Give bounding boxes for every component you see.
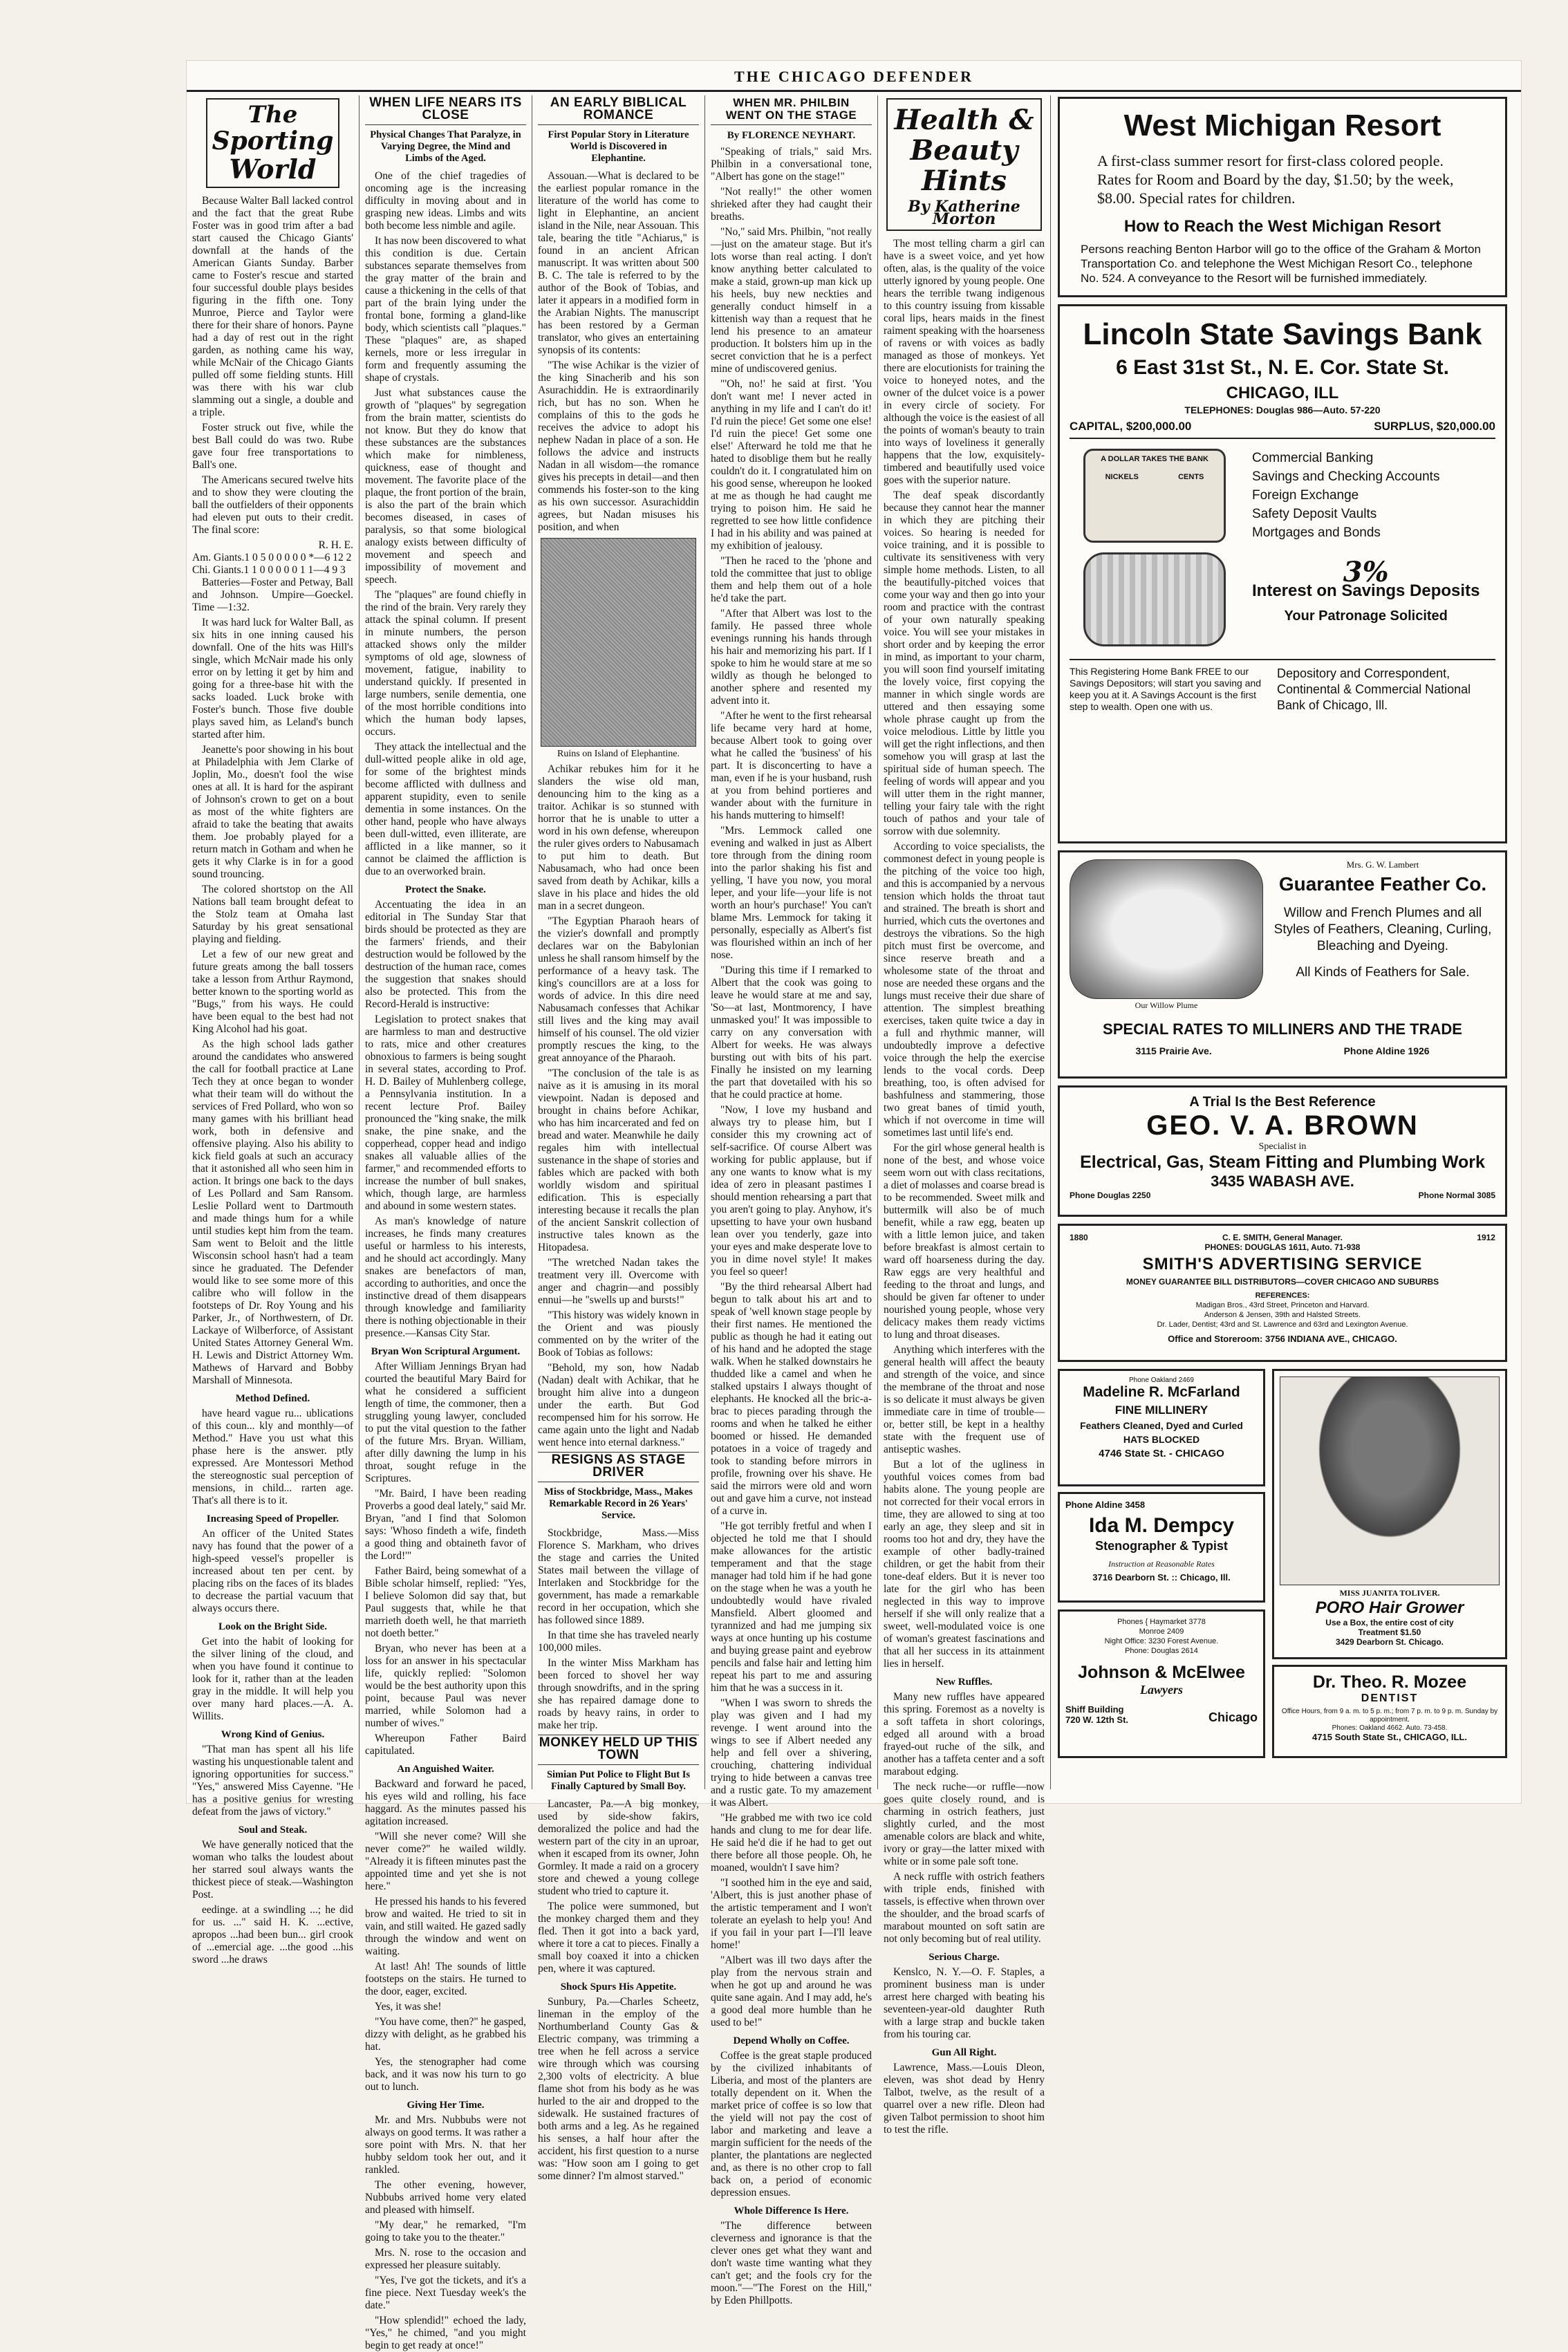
subheading: Increasing Speed of Propeller. [206, 1513, 339, 1524]
bank-service: Foreign Exchange [1252, 488, 1359, 503]
paragraph: Stockbridge, Mass.—Miss Florence S. Markham, who drives the stage and carries the United States mail between the village of Interlaken and Stockbridge for the government, has made a remarkable record in her occupation, which she has followed since 1889. [538, 1527, 699, 1626]
paragraph: In that time she has traveled nearly 100,000 miles. [538, 1630, 699, 1654]
bank-phones: TELEPHONES: Douglas 986—Auto. 57-220 [1184, 404, 1381, 416]
paragraph: Mrs. N. rose to the occasion and expressed her pleasure suitably. [365, 2247, 526, 2271]
feather-image-wrap [1070, 859, 1263, 1011]
ad-west-michigan-resort [1058, 97, 1507, 297]
smith-ref: Anderson & Jensen, 39th and Halsted Streets. [1204, 1311, 1361, 1319]
brown-tagline: A Trial Is the Best Reference [1189, 1094, 1376, 1110]
bank-city: CHICAGO, ILL [1226, 384, 1339, 402]
ad-poro [1272, 1369, 1507, 1659]
dempcy-title: Stenographer & Typist [1095, 1539, 1228, 1553]
bank-service: Safety Deposit Vaults [1252, 507, 1377, 521]
mcf-body: Feathers Cleaned, Dyed and Curled [1080, 1420, 1243, 1431]
health-title [886, 98, 1042, 231]
poro-caption: MISS JUANITA TOLIVER. [1339, 1588, 1440, 1598]
paragraph: "I soothed him in the eye and said, 'Albert, this is just another phase of the artistic temperament and I won't tolerate an eyelash to help you! And if you fail in your part I—I'll leave home!' [711, 1877, 872, 1951]
subheading: Look on the Bright Side. [218, 1621, 328, 1632]
mozee-hours: Office Hours, from 9 a. m. to 5 p. m.; from 7 p. m. to 9 p. m. Sunday by appointment. [1281, 1708, 1498, 1724]
paragraph: have heard vague ru... ublications of this coun... kly and monthly—of Method." Have you ust what this phase here is the answer. ptly expressed. Are Montessori Method the stereognostic sual perception of mensions, in child... rarten age. That's all there is to it. [192, 1408, 353, 1506]
paragraph: "Mr. Baird, I have been reading Proverbs a good deal lately," said Mr. Bryan, "and I find that Solomon says: 'Whoso findeth a wife, findeth a good thing and obtaineth favor of the Lord!'" [365, 1488, 526, 1562]
paragraph: The deaf speak discordantly because they cannot hear the manner in which they are pitching their voices. So hearing is needed for voice training, and it is possible to cultivate its sensitiveness with very simple home methods. Listen, to all the beautifully-pitched voices that come your way and then go into your room and practice with the contrast of your own naturally speaking voice. You will see your mistakes in short order and by keeping the error in mind, as important to your charm, you will soon find yourself imitating the lovely voice, first copying the manner in which single words are uttered and then essaying some whole phrase caught up from the voice melodious. Little by little you will get the right inflections, and then somehow you will grasp at last the spiritual side of human speech. The feeling of words will appear and you will utter them in the right manner, telling your fairy tale with the right touch of pathos and your tale of sorrow with due solemnity. [884, 489, 1045, 837]
article-headline: RESIGNS AS STAGE DRIVER [538, 1452, 699, 1482]
smith-phones: PHONES: DOUGLAS 1611, Auto. 71-938 [1204, 1242, 1361, 1252]
paragraph: Accentuating the idea in an editorial in The Sunday Star that birds should be protected as they are the farmers' friends, and their destruction would be followed by the destruction of the human race, comes the suggestion that snakes should also be protected. This from the Record-Herald is instructive: [365, 899, 526, 1010]
masthead: THE CHICAGO DEFENDER [187, 68, 1521, 92]
paragraph: A neck ruffle with ostrich feathers with triple ends, finished with tassels, is effective when thrown over the shoulder, and the broad scarfs of marabout mounted on soft satin are not only becoming but of real utility. [884, 1871, 1045, 1945]
paragraph: "Will she never come? Will she never come?" he wailed wildly. "Already it is fifteen minutes past the appointed time and yet she is not here." [365, 1831, 526, 1892]
paragraph: "This history was widely known in the Orient and was piously commented on by the writer of the Book of Tobias as follows: [538, 1309, 699, 1359]
smith-year: 1912 [1477, 1233, 1495, 1242]
column-philbin [705, 95, 878, 2306]
paragraph: The "plaques" are found chiefly in the rind of the brain. Very rarely they attack the spinal column. If present in minute numbers, the person attacked shows only the milder symptoms of old age, slowness of movement, fatigue, inability to understand quickly. If presented in large numbers, senile dementia, one of the most horrible conditions into which the human body lapses, occurs. [365, 589, 526, 738]
bank-patronage: Your Patronage Solicited [1284, 608, 1448, 624]
home-bank-label: NICKELS [1105, 473, 1139, 481]
column-health-beauty [878, 95, 1051, 2136]
subheading: Shock Spurs His Appetite. [560, 1981, 677, 1992]
ad-body: A first-class summer resort for first-class colored people. Rates for Room and Board by the day, $1.50; by the week, $8.00. Special rates for children. [1097, 152, 1454, 207]
brown-name: GEO. V. A. BROWN [1146, 1110, 1419, 1141]
paragraph: "By the third rehearsal Albert had begun to talk about his art and to speak of 'well known stage people by their first names. He mentioned the public as though he had it eating out of his hand and he adopted the stage walk. When he stalked downstairs he thudded like a camel and when he stalked upstairs I always thought of elephants. He knocked all the bric-a-brac to pieces parading through the rooms and when he talked he either boomed or hissed. He demanded potatoes in a voice of tragedy and took to standing before mirrors in profile, frowning over his shave. He said the mirrors were old and worn out and gave him a curve, not instead of a curve in. [711, 1281, 872, 1517]
paragraph: Jeanette's poor showing in his bout at Philadelphia with Jem Clarke of Joplin, Mo., doesn't fool the wise ones at all. It is hard for the aspirant of Johnson's crown to get on a bout as most of the white fighters are afraid to take the beating that awaits them. Joe probably played for a return match in Gotham and when he gets it why Clarke is in for a good sound trouncing. [192, 744, 353, 880]
paragraph: Get into the habit of looking for the silver lining of the cloud, and when you have found it continue to look for it, rather than at the leaden gray in the middle. It will help you over many hard places.—A. A. Willits. [192, 1636, 353, 1722]
ad-title: West Michigan Resort [1123, 109, 1441, 142]
paragraph: The neck ruche—or ruffle—now goes quite closely round, and is charming in ostrich feathers, just slightly curled, and the most amenable colors are black and white, ivory or gray—the latter mixed with white or in some pale soft tone. [884, 1781, 1045, 1867]
subheading: An Anguished Waiter. [397, 1764, 494, 1775]
bank-homebank-note: This Registering Home Bank FREE to our Savings Depositors; will start you saving and keep you at it. A Savings Account is the first step to wealth. Open one with us. [1070, 666, 1262, 712]
subheading: Serious Charge. [928, 1952, 1000, 1963]
mozee-name: Dr. Theo. R. Mozee [1312, 1672, 1467, 1692]
article-subhead: First Popular Story in Literature World is Discovered in Elephantine. [548, 129, 689, 164]
mozee-address: 4715 South State St., CHICAGO, ILL. [1312, 1732, 1467, 1742]
feather-body: Willow and French Plumes and all Styles of Feathers, Cleaning, Curling, Bleaching and Dyeing. [1273, 906, 1492, 953]
paragraph: "Then he raced to the 'phone and told the committee that just to oblige them and help them out of a hole he'd take the part. [711, 555, 872, 604]
brown-phone: Phone Normal 3085 [1418, 1191, 1495, 1200]
paragraph: "That man has spent all his life wasting his unquestionable talent and ignoring opportunities for success." "Yes," answered Miss Cayenne. "He has a positive genius for wresting defeat from the jaws of victory." [192, 1744, 353, 1818]
subheading: Depend Wholly on Coffee. [733, 2035, 850, 2046]
mcf-hats: HATS BLOCKED [1123, 1434, 1200, 1445]
paragraph: Backward and forward he paced, his eyes wild and rolling, his face haggard. As the minutes passed his agitation increased. [365, 1778, 526, 1827]
dempcy-name: Ida M. Dempcy [1088, 1514, 1235, 1537]
paragraph: "The conclusion of the tale is as naive as it is amusing in its moral viewpoint. Nadan is deposed and brought in chains before Achikar, who has him incarcerated and fed on bread and water. Meanwhile he daily regales him with intellectual sustenance in the shape of stories and fables which are packed with both worldly wisdom and spiritual edification. This is especially interesting because it recalls the plan of the ancient Sanskrit collection of instructive tales known as the Hitopadesa. [538, 1067, 699, 1253]
poro-address: 3429 Dearborn St. Chicago. [1335, 1637, 1444, 1647]
column-biblical-romance [532, 95, 705, 2182]
paragraph: As the high school lads gather around the candidates who answered the call for football practice at Lane Tech they at once began to wonder what their team will do without the services of Fred Pollard, who won so many games with his brilliant head work, both in defensive and offensive playing. Also his ability to kick field goals at such an accuracy that it astonished all who seen him in action. It brings one back to the days of Les Pollard and Sam Ransom. Leslie Pollard went to Dartmouth and made things hum for a while until studies kept him from the team. Sam went to Beloit and the little Wisconsin school hasn't had a team since he graduated. The Defender would like to see some more of this calibre who will follow in the footsteps of Dr. Roy Young and his Parker, Jr., of Northwestern, of Dr. Lackaye of Wilberforce, of Assistant United States Attorney General Wm. H. Lewis and District Attorney Wm. Mathews of Harvard and Bobby Marshall of Minnesota. [192, 1038, 353, 1386]
ad-geo-brown [1058, 1085, 1507, 1217]
subheading: Wrong Kind of Genius. [221, 1729, 325, 1740]
jm-footer [1065, 1704, 1258, 1725]
jm-city: Chicago [1208, 1710, 1258, 1724]
smith-ref: Dr. Lader, Dentist; 43rd and St. Lawrence and 63rd and Lexington Avenue. [1157, 1320, 1408, 1329]
poro-line: Use a Box, the entire cost of city [1325, 1618, 1454, 1627]
sporting-title-the: The [248, 101, 298, 129]
dempcy-phone: Phone Aldine 3458 [1065, 1500, 1146, 1510]
feather-contact-row [1070, 1045, 1495, 1056]
dempcy-rates: Instruction at Reasonable Rates [1108, 1559, 1215, 1569]
subheading: Giving Her Time. [407, 2100, 485, 2111]
paragraph: But a lot of the ugliness in youthful voices comes from bad habits alone. The young people are not corrected for their vocal errors in time, they are allowed to sing at too early an age, they sleep and sit in rooms too hot and dry, they have the example of other badly-trained children, or get the habit from their tone-deaf elders. But it is never too late for the girl who has been neglected in this way to improve herself if she will only realize that a sweet, well-modulated voice is one of woman's greatest fascinations and that all her success in its attainment lies in herself. [884, 1459, 1045, 1670]
paragraph: Let a few of our new great and future greats among the ball tossers take a lesson from Arthur Raymond, better known to the sporting world as "Bugs," from his ways. He could have been equal to the best had not King Alcohol had his goat. [192, 949, 353, 1035]
subheading: Gun All Right. [931, 2047, 997, 2058]
paragraph: "Not really!" the other women shrieked after they had caught their breaths. [711, 186, 872, 223]
paragraph: For the girl whose general health is none of the best, and whose voice seem worn out with class recitations, a diet of molasses and coarse bread is to be recommended. Sweet milk and buttermilk will also be of much benefit, while a raw egg, beaten up with a little lemon juice, and taken before breakfast is almost certain to ward off hoarseness during the day. Raw eggs are very healthful and feeding to the throat and lungs, and should be given far oftener to under nourished young people, whose very delicacy makes them ready victims to lung and throat diseases. [884, 1142, 1045, 1341]
paragraph: Just what substances cause the growth of "plaques" by segregation from the brain matter, scientists do not know. But they do know that these substances are the substances which make for nimbleness, quickness, ease of thought and movement. The favorite place of the plaque, the front portion of the brain, is also the part of the brain which becomes diseased, in cases of paralysis, so that some biological analogy exists between difficulty of movement and speech and impossibility of movement and speech. [365, 387, 526, 586]
subheading: Method Defined. [235, 1393, 310, 1404]
feather-text [1263, 859, 1495, 1011]
home-bank-top [1083, 449, 1226, 543]
paragraph: The colored shortstop on the All Nations ball team brought defeat to the Stolz team at Omaha last Saturday by his great sensational playing and fielding. [192, 884, 353, 945]
smith-subtitle: MONEY GUARANTEE BILL DISTRIBUTORS—COVER CHICAGO AND SUBURBS [1126, 1277, 1439, 1287]
ad-lincoln-bank [1058, 304, 1507, 843]
paragraph: According to voice specialists, the commonest defect in young people is the pitching of the voice too high, and this is accompanied by a nervous tension which holds the throat taut and strained. The breath is short and hurried, which cuts the overtones and destroys the vibrations. So the high pitch must first be overcome, and since reserve breath and a wholesome state of the throat and nose are needed these organs and the lungs must receive their due share of attention. The simplest breathing exercises, taken quite twice a day in a full and rhythmic manner, will undoubtedly improve a defective voice through the help the exercise lends to the vocal cords. Deep breathing, too, is often advised for bashfulness and stammering, those two great banes of timid youth, which if not overcome in time will sometimes last until life's end. [884, 841, 1045, 1139]
feather-phone: Phone Aldine 1926 [1343, 1045, 1430, 1056]
feather-caption: Our Willow Plume [1135, 1000, 1198, 1010]
column-life-nears-close [360, 95, 532, 2351]
brown-phone: Phone Douglas 2250 [1070, 1191, 1151, 1200]
smith-year: 1880 [1070, 1233, 1088, 1242]
paragraph: "The wise Achikar is the vizier of the king Sinacherib and his son Asurachiddin. He is extraordinarily rich, but has no son. When he complains of this to the gods he receives the advice to adopt his nephew Nadan in place of a son. He follows the advice and instructs Nadan in all wisdom—the romance gives his precepts in detail—and then commends his foster-son to the king as his own successor. Asurachiddin agrees, but Nadan misuses his position, and when [538, 360, 699, 533]
column-sporting [187, 95, 360, 1966]
paragraph: "Speaking of trials," said Mrs. Philbin in a conversational tone, "Albert has gone on the stage!" [711, 146, 872, 183]
bank-interest: Interest on Savings Deposits [1252, 581, 1480, 600]
smith-manager: C. E. SMITH, General Manager. [1222, 1233, 1343, 1242]
smith-ref: Madigan Bros., 43rd Street, Princeton and Harvard. [1195, 1301, 1370, 1309]
paragraph: "'Oh, no!' he said at first. 'You don't want me! I never acted in anything in my life and I can't do it! I'd ruin the piece! Get some one else! I'd ruin the piece! Get some one else!' Afterward he told me that he hated to disoblige them but he really couldn't do it. I congratulated him on his good sense, whereupon he looked at me as though he had caught me trying to poison him. He said he regretted to see how little confidence I had in his ability and was pained at my exhibition of jealousy. [711, 378, 872, 552]
paragraph: "My dear," he remarked, "I'm going to take you to the theater." [365, 2219, 526, 2243]
paragraph: "How splendid!" echoed the lady, "Yes," he chimed, "and you might begin to get ready at once!" [365, 2315, 526, 2351]
paragraph: In the winter Miss Markham has been forced to shovel her way through snowdrifts, and in the spring she has repaired damage done to roads by heavy rains, in order to make her trip. [538, 1657, 699, 1731]
jm-building [1065, 1704, 1128, 1725]
paragraph: "After he went to the first rehearsal life became very hard at home, because Albert took to going over what he called the 'business' of his part. It is disconcerting to have a man, even if he is your husband, rush at you from behind portieres and wander about with the furniture in his hands muttering to himself! [711, 710, 872, 821]
bank-capital-row [1070, 420, 1495, 439]
paragraph: "Yes, I've got the tickets, and it's a fine piece. Next Tuesday week's the date." [365, 2275, 526, 2311]
subheading: Whole Difference Is Here. [734, 2205, 849, 2216]
jm-title: Lawyers [1140, 1683, 1183, 1697]
paragraph: Father Baird, being somewhat of a Bible scholar himself, replied: "Yes, I believe Solomon did say that, but Paul suggests that, while he that marrieth doeth well, he that marrieth not doeth better." [365, 1565, 526, 1639]
poro-title: PORO Hair Grower [1315, 1598, 1464, 1617]
feather-address: 3115 Prairie Ave. [1135, 1045, 1212, 1056]
paragraph: Anything which interferes with the general health will affect the beauty and strength of the voice, and since the membrane of the throat and nose is so delicate it must always be given immediate care in time of trouble—or, better still, be kept in a healthy state with the frequent use of antiseptic washes. [884, 1344, 1045, 1455]
paragraph: Yes, it was she! [375, 2001, 442, 2013]
jm-address: 720 W. 12th St. [1065, 1715, 1129, 1725]
subheading: Protect the Snake. [405, 884, 486, 895]
paragraph: "Behold, my son, how Nadab (Nadan) dealt with Achikar, that he brought him alive into a dungeon under the earth. But God recompensed him for his sorrow. He came again unto the light and Nadab went hence into eternal darkness." [538, 1362, 699, 1448]
brown-specialist: Specialist in [1258, 1141, 1307, 1152]
smith-top-row [1070, 1233, 1495, 1242]
smith-ref-label: REFERENCES: [1255, 1291, 1310, 1300]
paragraph: "The Egyptian Pharaoh hears of the vizier's downfall and promptly declares war on the Babylonian unless he shall ransom himself by the performance of a heavy task. The king's councillors are at a loss for words of advice. In this dire need Nabusamach confesses that Achikar still lives and the king may avail himself of his counsel. The old vizier promptly rescues the king, to the great annoyance of the Pharaoh. [538, 915, 699, 1064]
paragraph: "Albert was ill two days after the play from the nervous strain and when he got up and around he was quite sane again. And I may add, he's a good deal more humble than he used to be!" [711, 1954, 872, 2028]
mcf-title: FINE MILLINERY [1114, 1403, 1208, 1417]
jm-phone: Phones { Haymarket 3778 [1117, 1618, 1206, 1626]
paragraph: Foster struck out five, while the best Ball could do was two. Rube gave four free transportations to Ball's one. [192, 422, 353, 471]
home-bank-label: CENTS [1178, 473, 1204, 481]
brown-work: Electrical, Gas, Steam Fitting and Plumbing Work [1080, 1152, 1485, 1172]
paragraph: Bryan, who never has been at a loss for an answer in his spectacular life, quickly replied: "Solomon would be the best authority upon this point, because Paul was never married, while Solomon had a number of wives." [365, 1643, 526, 1729]
ad-guarantee-feather [1058, 850, 1507, 1079]
headline-line: WENT ON THE STAGE [725, 109, 857, 122]
newspaper-page [187, 61, 1521, 2351]
score-line: Am. Giants.1 0 5 0 0 0 0 0 *—6 12 2 [192, 552, 352, 563]
ad-subtitle: How to Reach the West Michigan Resort [1123, 217, 1441, 236]
bank-title: Lincoln State Savings Bank [1083, 317, 1482, 351]
ad-smith-advertising [1058, 1224, 1507, 1362]
paragraph: The other evening, however, Nubbubs arrived home very elated and pleased with himself. [365, 2179, 526, 2216]
article-subhead: Simian Put Police to Flight But Is Finally Captured by Small Boy. [546, 1769, 691, 1792]
paragraph: He pressed his hands to his fevered brow and waited. He tried to sit in vain, and still waited. He gazed sadly through the window and went on waiting. [365, 1896, 526, 1957]
paragraph: "You have come, then?" he gasped, dizzy with delight, as he grabbed his hat. [365, 2016, 526, 2053]
paragraph: "After that Albert was lost to the family. He passed three whole evenings running his hands through his hair and memorizing his part. If I spoke to him he would stare at me so wildly as though he belonged to another sphere and resented my advent into it. [711, 608, 872, 707]
jm-night-phone: Phone: Douglas 2614 [1125, 1647, 1198, 1655]
smith-office: Office and Storeroom: 3756 INDIANA AVE., CHICAGO. [1168, 1334, 1397, 1344]
feather-owner: Mrs. G. W. Lambert [1346, 859, 1419, 870]
paragraph: Legislation to protect snakes that are harmless to man and destructive to rats, mice and other creatures obnoxious to farmers is being sought in several states, according to Prof. H. D. Bailey of Muhlenberg college, a Pennsylvania institution. In a recent lecture Prof. Bailey pronounced the "king snake, the milk snake, the pine snake, and the copperhead, copper head and indigo snakes all valuable allies of the farmer," and recommended efforts to increase the number of bull snakes, which, though large, are harmless and abound in some western states. [365, 1014, 526, 1212]
paragraph: Yes, the stenographer had come back, and it was now his turn to go out to lunch. [365, 2056, 526, 2093]
paragraph: As man's knowledge of nature increases, he finds many creatures useful or harmless to his interests, and he should act accordingly. Many snakes are benefactors of man, according to authorities, and once the instinctive dread of them disappears through knowledge and familiarity there is nothing objectionable in their presence.—Kansas City Star. [365, 1215, 526, 1339]
sporting-title-sporting: Sporting [212, 127, 334, 156]
paragraph: "When I was sworn to shreds the play was given and I had my revenge. I went around into the wings to see if Albert needed any help and fell over a shivering, crouching, chattering individual trying to hide between a canvas tree and a rustic gate. To my amazement it was Albert. [711, 1697, 872, 1809]
mozee-title: DENTIST [1361, 1692, 1419, 1704]
bank-services [1242, 449, 1480, 649]
feather-main [1070, 859, 1495, 1011]
subheading: Bryan Won Scriptural Argument. [371, 1346, 521, 1357]
bank-footer [1070, 659, 1495, 713]
paragraph: "He got terribly fretful and when I objected he told me that I should make allowances for the artistic temperament and that the stage manager had told him if he had gone on the stage when he was a youth he undoubtedly would have rivaled Mansfield. Albert gloomed and tyrannized and had me jumping six ways at once hunting up his costume and buying grease paint and eyebrow pencils and false hair and letting him repeat his part to me and assuring him that he was a success in it. [711, 1520, 872, 1694]
subheading: New Ruffles. [935, 1677, 993, 1688]
paragraph: Whereupon Father Baird capitulated. [365, 1733, 526, 1757]
feather-body2: All Kinds of Feathers for Sale. [1296, 965, 1470, 980]
bank-address: 6 East 31st St., N. E. Cor. State St. [1116, 356, 1449, 379]
article-headline: WHEN LIFE NEARS ITS CLOSE [365, 95, 526, 125]
dempcy-address: 3716 Dearborn St. :: Chicago, Ill. [1092, 1572, 1231, 1583]
paragraph: "He grabbed me with two ice cold hands and clung to me for dear life. He said he'd die if he had to get out there before all those people. Oh, he moaned, wouldn't I save him? [711, 1812, 872, 1874]
jm-night: Night Office: 3230 Forest Avenue. [1104, 1637, 1219, 1645]
paragraph: An officer of the United States navy has found that the power of a high-speed vessel's propeller is increased about ten per cent. by placing ribs on the faces of its blades to decrease the partial vacuum that always occurs there. [192, 1528, 353, 1614]
feather-rates: SPECIAL RATES TO MILLINERS AND THE TRADE [1103, 1020, 1462, 1038]
bank-service: Commercial Banking [1252, 451, 1374, 465]
paragraph: eedinge. at a swindling ...; he did for us. ..." said H. K. ...ective, apropos ...had been bun... girl crook of ...emercial age. ...the good ...his sword ...he draws [192, 1904, 353, 1966]
paragraph: Lancaster, Pa.—A big monkey, used by side-show fakirs, demoralized the police and had the western part of the city in an uproar, when it escaped from its owner, John Gormley. It made a raid on a grocery store and chewed a young college student who tried to capture it. [538, 1798, 699, 1897]
mcf-name: Madeline R. McFarland [1083, 1384, 1240, 1400]
subheading: Soul and Steak. [238, 1824, 308, 1836]
ad-body: Persons reaching Benton Harbor will go to the office of the Graham & Morton Transportation Co. and telephone the West Michigan Resort Co., telephone No. 524. A conveyance to the Resort will be furnished immediately. [1081, 243, 1481, 285]
paragraph: We have generally noticed that the woman who talks the loudest about her starred soul always wants the thickest piece of steak.—Washington Post. [192, 1839, 353, 1901]
poro-line: Treatment $1.50 [1358, 1627, 1421, 1637]
smith-references [1070, 1291, 1495, 1329]
bank-interest-pct: 3% [1343, 556, 1389, 588]
bank-surplus: SURPLUS, $20,000.00 [1374, 420, 1495, 433]
article-headline: MONKEY HELD UP THIS TOWN [538, 1735, 699, 1765]
ad-dempcy [1058, 1492, 1265, 1603]
paragraph: It has now been discovered to what this condition is due. Certain substances separate themselves from the gray matter of the brain and cause a thickening in the cells of that part of the brain lying under the frontal bone, forming a gland-like body, which scientists call "plaques." These "plaques" are, as shaped kernels, more or less irregular in form and frequently assuming the shape of crystals. [365, 235, 526, 384]
article-subhead: Miss of Stockbridge, Mass., Makes Remarkable Record in 26 Years' Service. [544, 1486, 693, 1521]
bank-service: Savings and Checking Accounts [1252, 469, 1440, 484]
jm-phone: Monroe 2409 [1139, 1627, 1184, 1636]
score-header: R. H. E. [318, 539, 353, 551]
byline: By FLORENCE NEYHART. [727, 130, 856, 141]
sporting-title [206, 98, 339, 188]
bank-capital: CAPITAL, $200,000.00 [1070, 420, 1192, 433]
paragraph: The most telling charm a girl can have is a sweet voice, and yet how often, alas, is the quality of the voice utterly ignored by young people. One hears the terrible twang indigenous to this country issuing from kissable coral lips, hears maids in the finest raiment speaking with the hoarseness of ravens or with voices as badly managed as those of monkeys. Yet there are elocutionists for training the voice to honeyed notes, and the owner of the dulcet voice is a power in every circle of society. For although the voice is the easiest of all the points of woman's beauty to train into ways of loveliness it generally happens that the low, exquisitely-timbered and beautifully used voice goes with the superior nature. [884, 238, 1045, 486]
paragraph: "Now, I love my husband and always try to please him, but I consider this my crowning act of self-sacrifice. Of course Albert was working for public applause, but if any one wants to know what is my idea of zero in pleasant pastimes I should mention rehearsing a part that you aren't going to play. Anyhow, it's upsetting to have your own husband lean over you tenderly, gaze into your eyes and make desperate love to you in dime novel style! It makes you feel so queer! [711, 1104, 872, 1278]
paragraph: After William Jennings Bryan had courted the beautiful Mary Baird for what he considered a sufficient length of time, the commoner, then a struggling young lawyer, concluded to put the vital question to the father of the future Mrs. Bryan. William, after dilly dawning the lump in his throat, sought refuge in the Scriptures. [365, 1361, 526, 1484]
health-title-line: Beauty [910, 134, 1018, 167]
paragraph: Sunbury, Pa.—Charles Scheetz, lineman in the employ of the Northumberland County Gas & Electric company, was trimming a tree when he fell across a service wire through which was coursing 2,300 volts of electricity. A blue flame shot from his body as he was hurled to the air and dropped to the sidewalk. He sustained fractures of both arms and a leg. As he regained his senses, a half hour after the accident, his first question to a nurse was: "How soon am I going to get some dinner? I'm almost starved." [538, 1996, 699, 2182]
ad-mcfarland [1058, 1369, 1265, 1486]
mcf-phone: Phone Oakland 2469 [1129, 1376, 1194, 1384]
jm-name: Johnson & McElwee [1078, 1663, 1245, 1682]
score-line: Chi. Giants.1 1 0 0 0 0 0 1 1—4 9 3 [192, 564, 346, 576]
paragraph: Coffee is the great staple produced by the civilized inhabitants of Liberia, and most of the planters are totally dependent on it. When the market price of coffee is so low that the yield will not pay the cost of labor and marketing and leave a margin sufficient for the needs of the planter, the plantations are neglected and, as there is no other crop to fall back on, a period of economic depression ensues. [711, 2050, 872, 2199]
paragraph: "Mrs. Lemmock called one evening and walked in just as Albert tore through from the dining room into the parlor shaking his fist and yelling, 'I have you now, you moral leper, and your life—your life is not worth an hour's purchase!' You can't blame Mrs. Lemmock for taking it personally, especially as Albert's fist was flourished within an inch of her nose. [711, 825, 872, 961]
jm-bldg: Shiff Building [1065, 1704, 1124, 1715]
paragraph: They attack the intellectual and the dull-witted people alike in old age, for some of the brightest minds become afflicted with dullness and apparent stupidity, even to senile dementia in some instances. On the other hand, people who have always been dull-witted, even illiterate, are afflicted in a like manner, so it cannot be claimed the affliction is due to an overworked brain. [365, 741, 526, 877]
mcf-address: 4746 State St. - CHICAGO [1099, 1448, 1224, 1459]
article-headline: AN EARLY BIBLICAL ROMANCE [538, 95, 699, 125]
brown-address: 3435 WABASH AVE. [1211, 1173, 1354, 1190]
paragraph: "No," said Mrs. Philbin, "not really —just on the amateur stage. But it's lots worse than real acting. I don't know anything better calculated to make a staid, grown-up man kick up his heels, buy new neckties and generally conduct himself in a kittenish way than a request that he lend his presence to an amateur production. It bolsters him up in the secret conviction that he is a perfect mine of undiscovered genius. [711, 226, 872, 375]
mozee-phones: Phones: Oakland 4662. Auto. 73-458. [1332, 1724, 1448, 1732]
paragraph: Achikar rebukes him for it he slanders the wise old man, denouncing him to the king as a traitor. Achikar is so stunned with horror that he is unable to utter a word in his own defense, whereupon the ruler gives orders to Nabusamach to put him to death. But Nabusamach, who had once been saved from death by Achikar, kills a slave in his place and hides the old man in a secret dungeon. [538, 763, 699, 912]
sporting-title-world: World [229, 153, 317, 185]
bank-service: Mortgages and Bonds [1252, 525, 1381, 540]
bank-depository: Depository and Correspondent, Continental & Commercial National Bank of Chicago, Ill. [1277, 666, 1471, 712]
home-bank-bottom [1083, 552, 1226, 646]
health-title-line: Health & [894, 104, 1034, 136]
paragraph: Many new ruffles have appeared this spring. Foremost as a novelty is a soft taffeta in short colorings, edged all around with a broad frayed-out ruche of the silk, and another has a taffeta center and a soft marabout edging. [884, 1691, 1045, 1777]
paragraph: Assouan.—What is declared to be the earliest popular romance in the literature of the world has come to light in Elephantine, an ancient island in the Nile, near Assouan. This tale, bearing the title "Achiarus," is found in an ancient African manuscript. It was written about 500 B. C. The tale is referred to by the author of the Book of Tobias, and later it appears in a modified form in the Arabian Nights. The manuscript has been restored by a German translator, who gives an entertaining synopsis of its contents: [538, 170, 699, 356]
paragraph: At last! Ah! The sounds of little footsteps on the stairs. He turned to the door, eager, excited. [365, 1961, 526, 1997]
paragraph: Because Walter Ball lacked control and the fact that the great Rube Foster was in good trim after a bad start caused the Chicago Giants' downfall at the hands of the American Giants Sunday. Barber came to Foster's rescue and started four successful double plays besides figuring in the fifth one. Tony Munroe, Pierce and Taylor were there for their share of honors. Payne had a day of rest out in the right garden, as nothing came his way, while McNair of the Chicago Giants pulled off some fielding stunts. Hill was there with his war club slamming out a single, a double and a triple. [192, 195, 353, 418]
health-byline: By Katherine Morton [908, 198, 1020, 228]
brown-phones [1070, 1191, 1495, 1200]
paragraph: Lawrence, Mass.—Louis Dleon, eleven, was shot dead by Henry Talbot, twelve, as the result of a quarrel over a new rifle. Dleon had given Talbot permission to shoot him to test the rifle. [884, 2062, 1045, 2136]
paragraph: The police were summoned, but the monkey charged them and they fled. Then it got into a back yard, where it tore a cat to pieces. Finally a small boy coaxed it into a chicken pen, where it was captured. [538, 1901, 699, 1975]
photo-caption: Ruins on Island of Elephantine. [557, 749, 680, 759]
home-bank-slots [1085, 473, 1224, 481]
paragraph: Kenslco, N. Y.—O. F. Staples, a prominent business man is under arrest here charged with beating his seventeen-year-old daughter Ruth with a large strap and buckle taken from his touring car. [884, 1966, 1045, 2040]
home-bank-illustration [1070, 449, 1242, 649]
toliver-portrait [1280, 1376, 1500, 1585]
willow-plume-photo [1070, 859, 1263, 999]
paragraph: One of the chief tragedies of oncoming age is the increasing difficulty in moving about and in grasping new ideas. Limbs and wits both become less nimble and agile. [365, 170, 526, 232]
article-subhead: Physical Changes That Paralyze, in Varying Degree, the Mind and Limbs of the Aged. [370, 129, 521, 164]
paragraph: Mr. and Mrs. Nubbubs were not always on good terms. It was rather a sore point with Mrs. N. that her hubby seldom took her out, and it rankled. [365, 2114, 526, 2176]
paragraph: It was hard luck for Walter Ball, as six hits in one inning caused his downfall. One of the hits was Hill's single, which McNair made his only error on by letting it get by him and going for a three-base hit with the sacks loaded. Luck broke with Foster's bunch. Those five double plays saved him, as Leland's bunch started after him. [192, 617, 353, 740]
smith-title: SMITH'S ADVERTISING SERVICE [1142, 1255, 1423, 1273]
ad-johnson-mcelwee [1058, 1609, 1265, 1758]
bank-body [1070, 449, 1495, 649]
home-bank-label: A DOLLAR TAKES THE BANK [1101, 455, 1208, 463]
health-title-line: Hints [921, 165, 1007, 197]
jm-phones [1065, 1617, 1258, 1656]
article-headline [711, 95, 872, 125]
ruins-photo [541, 538, 696, 747]
feather-title: Guarantee Feather Co. [1278, 873, 1487, 895]
paragraph: "The difference between cleverness and ignorance is that the clever ones get what they want and don't waste time wanting what they can't get; and the fools cry for the moon."—"The Forest on the Hill," by Eden Phillpotts. [711, 2220, 872, 2306]
headline-line: WHEN MR. PHILBIN [733, 96, 850, 109]
paragraph: The Americans secured twelve hits and to show they were clouting the ball the outfielders of their opponents had eleven put outs to their credit. The final score: [192, 474, 353, 536]
paragraph: "The wretched Nadan takes the treatment very ill. Overcome with anger and chagrin—and possibly ennui—he "swells up and bursts!" [538, 1257, 699, 1306]
paragraph: Batteries—Foster and Petway, Ball and Johnson. Umpire—Goeckel. Time —1:32. [192, 577, 353, 613]
paragraph: "During this time if I remarked to Albert that the cook was going to leave he would stare at me and say, 'So—at last, Montmorency, I have unmasked you!' It was impossible to carry on any conversation with Albert for weeks. He was always bursting out with bits of his part. Finally he insisted on my learning the part that dovetailed with his so that he could practice at home. [711, 964, 872, 1101]
ad-mozee [1272, 1665, 1507, 1758]
